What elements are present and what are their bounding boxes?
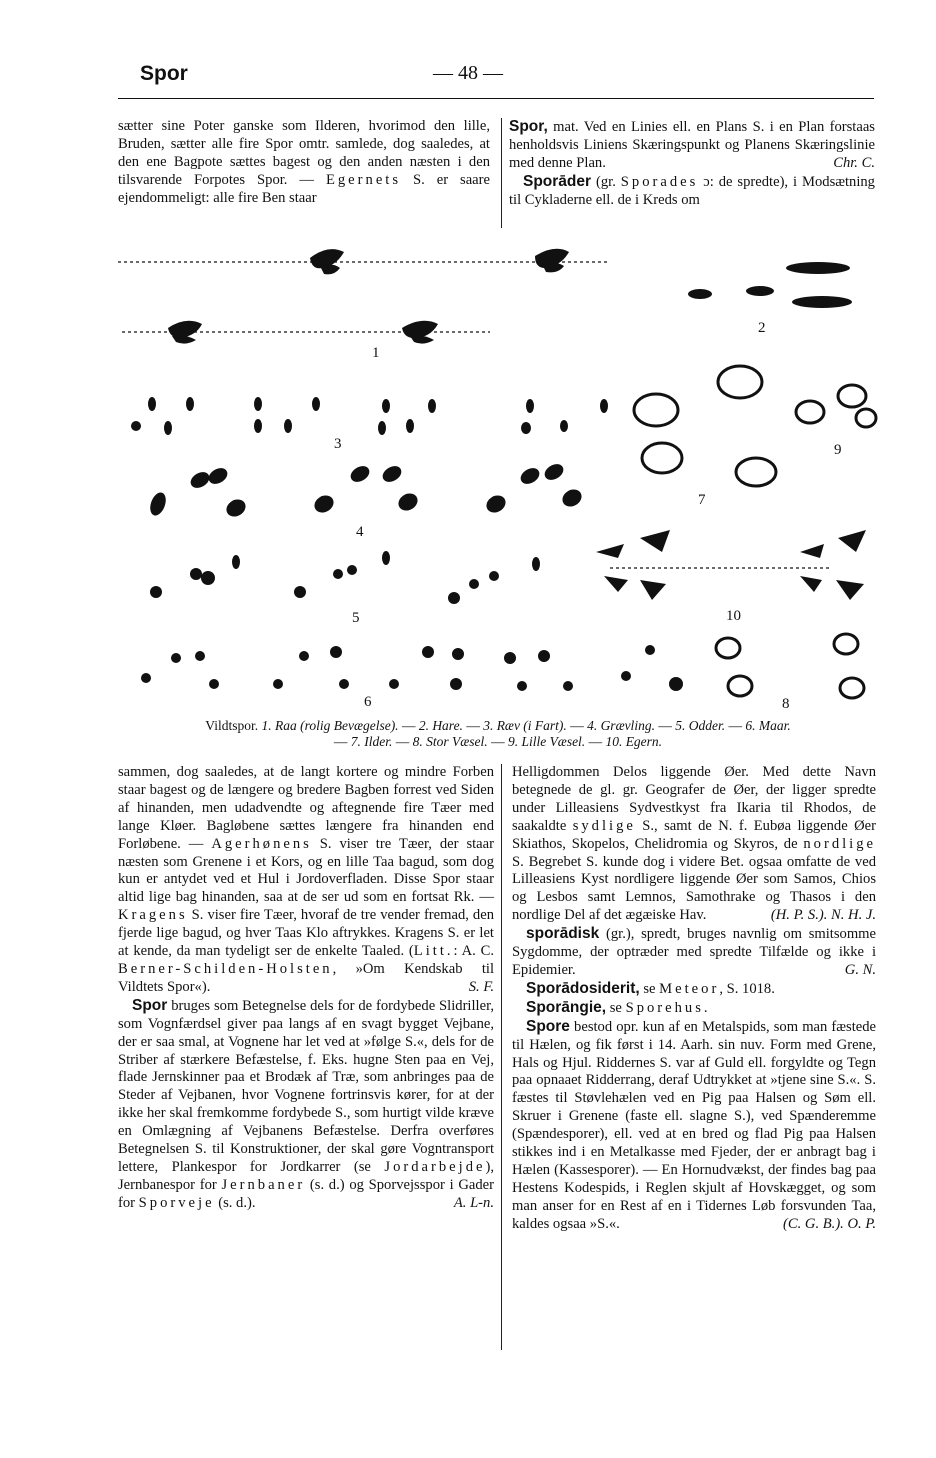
squirrel-tracks	[596, 530, 866, 600]
figure-caption: Vildtspor. 1. Raa (rolig Bevægelse). — 2. Hare. — 3. Ræv (i Fart). — 4. Grævling. — 5. Odder. — 6. Maar. — 7. Ilder. — 8. Stor Væsel. — 9. Lille Væsel. — 10. Egern.	[205, 718, 791, 749]
column-rule-top	[501, 118, 502, 228]
top-left-column	[118, 118, 490, 208]
author-signature: G. N.	[844, 961, 876, 978]
bottom-right-column	[512, 764, 876, 1234]
header-rule	[118, 98, 874, 99]
marten-tracks	[141, 645, 683, 691]
entry-spor-road: Spor bruges som Betegnelse dels for de fordybede Slidriller, som Vognfærdsel giver paa langs af en svagt bygget Vejbane, der er saa smal, at Vognene har let ved at »følge S.«, dels for de Striber af stærkere Befæstelse, f. Eks. hugne Sten paa en Vej, flade Jernskinner paa et Brodæk af Træ, som anbringes paa de Steder af Vejbanen, hvor Vognene fortrinsvis kører, for at der ikke her skal fremkomme fordybede S., som hurtigt vilde kræve en Omlægning af Vejbanens Befæstelse. Derfra overføres Betegnelsen S. til Konstruktioner, der skal gøre Vogntransport lettere, Plankespor for Jordkarrer (se Jordarbejde), Jernbanespor for Jernbaner (s. d.) og Sporvejsspor i Gader for Sporveje (s. d.). A. L-n.	[118, 996, 494, 1211]
figure-label: 8	[782, 696, 790, 712]
entry-headword: Sporāder	[523, 172, 592, 190]
entry-sporangie: Sporāngie, se Sporehus.	[526, 998, 708, 1016]
entry-headword: sporādisk	[526, 925, 600, 943]
spaced-term: Egernets	[325, 171, 402, 188]
figure-label: 5	[352, 610, 360, 626]
hare-tracks	[688, 262, 852, 308]
page-number: — 48 —	[433, 62, 503, 84]
author-signature: (C. G. B.). O. P.	[783, 1215, 876, 1232]
author-signature: (H. P. S.). N. H. J.	[770, 907, 876, 924]
figure-label: 10	[726, 608, 741, 624]
entry-headword: Sporāngie,	[526, 998, 607, 1016]
animal-tracks-figure	[110, 236, 890, 716]
top-right-column	[509, 118, 875, 210]
author-signature: Chr. C.	[833, 154, 875, 171]
entry-sporadosiderit: Sporādosiderit, se Meteor, S. 1018.	[526, 979, 775, 997]
entry-headword: Spor,	[509, 118, 548, 135]
entry-sporadisk: sporādisk (gr.), spredt, bruges navnlig om smitsomme Sygdomme, der optræder med spredte Tilfælde og ikke i Epidemier. G. N.	[512, 925, 876, 978]
figure-label: 3	[334, 436, 342, 452]
badger-tracks	[147, 461, 584, 520]
sporader-continued-paragraph: Helligdommen Delos liggende Øer. Med dette Navn betegnede de gl. gr. Geografer de Øer, der ligger spredte under Lilleasiens Sydvestkyst fra Ikaria til Rhodos, de saakaldte sydlige S., samt de N. f. Eubøa liggende Øer Skiathos, Skopelos, Chelidromia og Skyros, de nordlige S. Begrebet S. kunde dog i videre Bet. ogsaa omfatte de ved Lilleasiens Kyst nordligere liggende Øer som Samos, Chios og Lesbos samt Lemnos, Samothrake og Thasos i den nordlige Del af det ægæiske Hav. (H. P. S.). N. H. J.	[512, 764, 876, 924]
author-signature: S. F.	[468, 978, 494, 995]
bottom-left-column	[118, 764, 494, 1213]
entry-headword: Spor	[132, 996, 168, 1014]
figure-label: 4	[356, 524, 364, 540]
top-left-paragraph: sætter sine Poter ganske som Ilderen, hvorimod den lille, Bruden, sætter alle fire Spor omtr. samlede, dog saaledes, at den ene Bagpote sættes bagest og den anden næsten i den tilsvarende Forpotes Spor. — Egernets S. er saare ejendommeligt: alle fire Ben staar	[118, 118, 490, 206]
column-rule-bottom	[501, 764, 502, 1350]
polecat-tracks	[634, 366, 876, 698]
caption-lead: Vildtspor.	[205, 718, 259, 733]
entry-spor-mat: Spor, mat. Ved en Linies ell. en Plans S. i en Plan forstaas henholdsvis Liniens Skæringspunkt og Planens Skæringslinie med denne Plan. Chr. C.	[509, 118, 875, 171]
figure-label: 7	[698, 492, 706, 508]
fox-tracks	[131, 397, 608, 435]
roe-deer-hooves	[168, 249, 569, 344]
otter-tracks	[150, 551, 540, 604]
figure-label: 9	[834, 442, 842, 458]
entry-headword: Sporādosiderit,	[526, 979, 640, 997]
figure-label: 2	[758, 320, 766, 336]
figure-label: 1	[372, 345, 380, 361]
tracks-continued-paragraph: sammen, dog saaledes, at de langt kortere og mindre Forben staar bagest og de længere og bredere Bagben forrest ved Siden af hinanden, men udadvendte og aftegnende fire Tæer med lange Kløer. Bagløbene sættes længere fra hinanden end Forløbene. — Agerhønens S. viser tre Tæer, der staar næsten som Grenene i et Kors, og en lille Taa bagud, som dog kun er antydet ved et Hul i Jordoverfladen. Disse Spor staar altid lige bag hinanden, saa at de ser ud som en fortsat Rk. — Kragens S. viser fire Tæer, hvoraf de tre vender fremad, den fjerde lige bagud, og hver Taas Klo aftrykkes. Kragens S. er let at kende, da man tydeligt ser de enkelte Taaled. (Litt.: A. C. Berner-Schilden-Holsten, »Om Kendskab til Vildtets Spor«). S. F.	[118, 764, 494, 995]
entry-spore: Spore bestod opr. kun af en Metalspids, som man fæstede til Hælen, og fik først i 14. Aarh. sin nuv. Form med Grene, Hals og Hjul. Riddernes S. var af Guld ell. forgyldte og Tegn paa opnaaet Ridderrang, deraf Udtrykket at »tjene sine S.«. S. fæstes til Støvlehælen ved en Pig paa Halsen og Søm ell. Skruer i Grenene (faste ell. slagne S.), ved Spænderemme (Spændesporer), ell. ved at en bred og flad Pig paa Halsen stikkes ind i en Metalkasse med Fjeder, der er anbragt bag i Hælen (Kassesporer). — En Hornudvækst, der findes bag paa Hestens Kodespids, i Reglen skjult af Hovskægget, og som man anser for en Rest af en i Tidernes Løb forsvunden Taa, kaldes ogsaa »S.«. (C. G. B.). O. P.	[512, 1017, 876, 1232]
figure-label: 6	[364, 694, 372, 710]
author-signature: A. L-n.	[453, 1194, 494, 1211]
running-head: Spor	[140, 62, 188, 85]
entry-sporader: Sporāder (gr. Sporades ɔ: de spredte), i Modsætning til Cykladerne ell. de i Kreds om	[509, 172, 875, 208]
entry-headword: Spore	[526, 1017, 570, 1035]
